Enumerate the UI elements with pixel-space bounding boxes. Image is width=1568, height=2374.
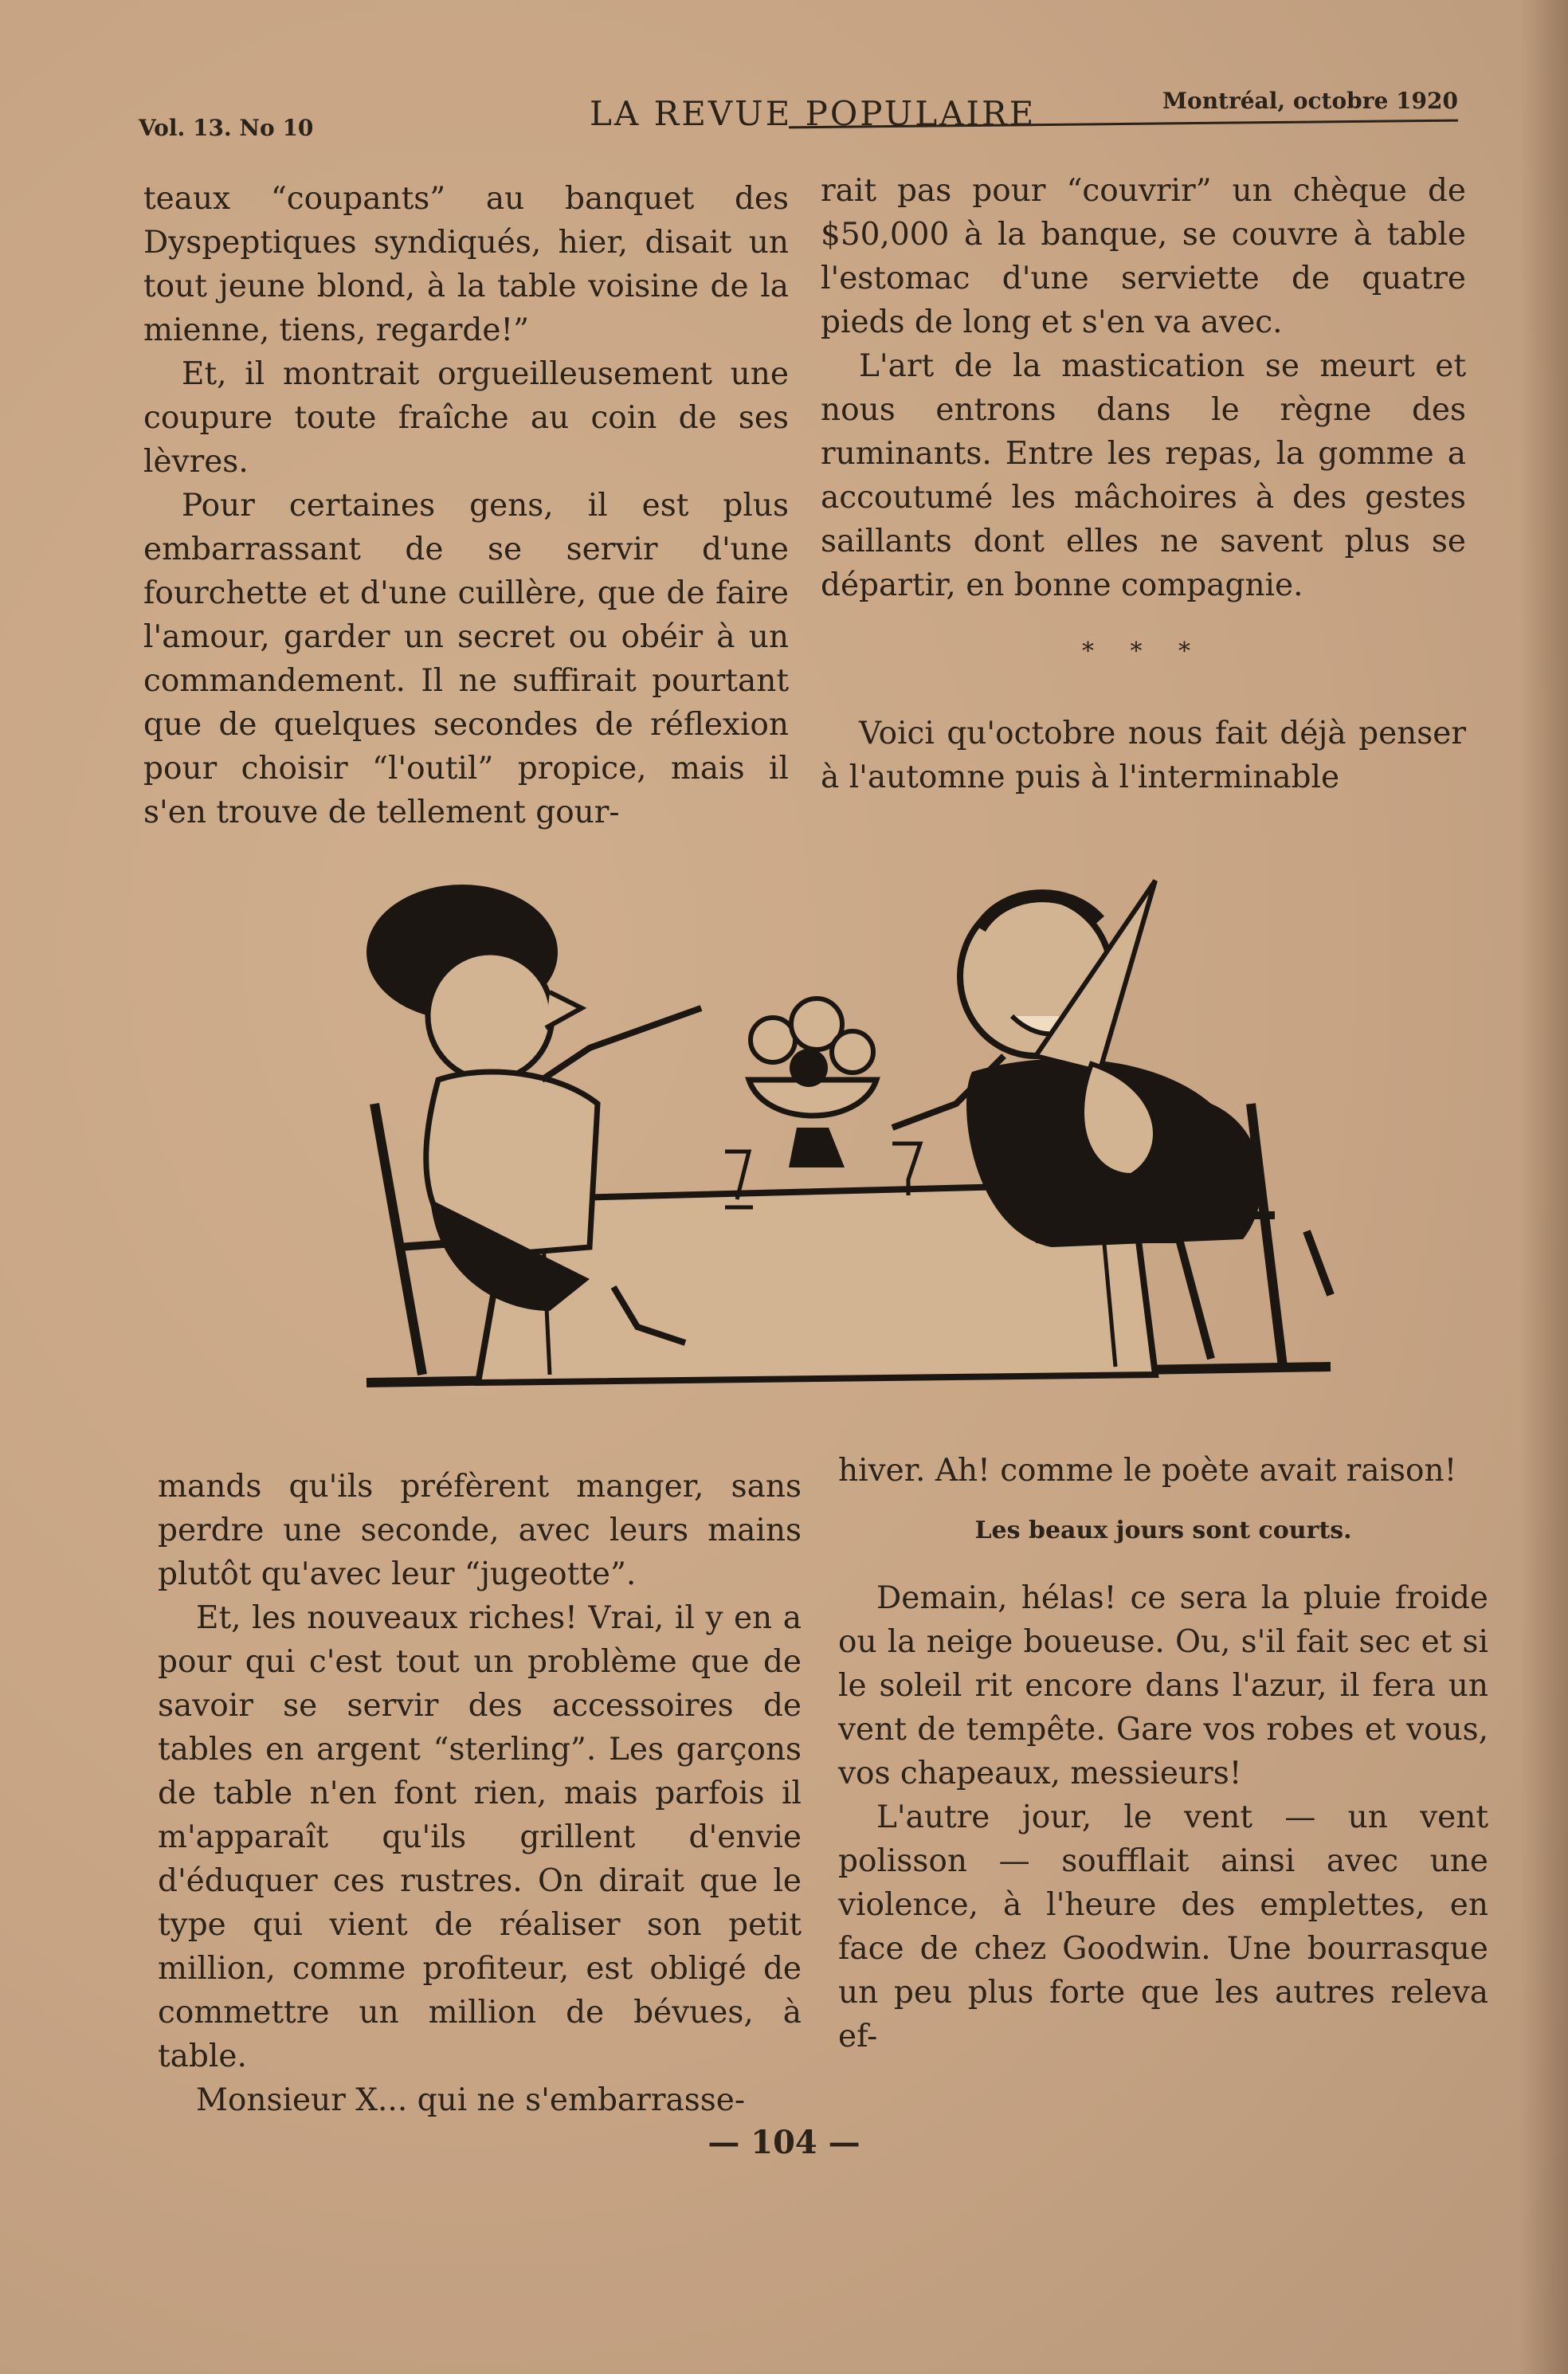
paragraph: Demain, hélas! ce sera la pluie froide ou la neige boueuse. Ou, s'il fait sec et si le soleil rit encore dans l'azur, il fera un vent de tempête. Gare vos robes et vous, vos chapeaux, messieurs!: [838, 1580, 1488, 1791]
paragraph: Et, il montrait orgueilleusement une coupure toute fraîche au coin de ses lèvres.: [143, 356, 789, 480]
paragraph: rait pas pour “couvrir” un chèque de $50,000 à la banque, se couvre à table l'estomac d'une serviette de quatre pieds de long et s'en va avec.: [821, 173, 1466, 340]
page-edge-shadow: [1520, 0, 1568, 2374]
column-left-top: [143, 177, 789, 834]
paragraph: teaux “coupants” au banquet des Dyspeptiques syndiqués, hier, disait un tout jeune blond, à la table voisine de la mienne, tiens, regarde!”: [143, 181, 789, 348]
paragraph: Pour certaines gens, il est plus embarrassant de se servir d'une fourchette et d'une cuillère, que de faire l'amour, garder un secret ou obéir à un commandement. Il ne suffirait pourtant que de quelques secondes de réflexion pour choisir “l'outil” propice, mais il s'en trouve de tellement gour-: [143, 488, 789, 830]
running-header: [135, 88, 1458, 151]
paragraph: L'autre jour, le vent — un vent polisson — soufflait ainsi avec une violence, à l'heure des emplettes, en face de chez Goodwin. Une bourrasque un peu plus forte que les autres releva ef-: [838, 1799, 1488, 2054]
paragraph: hiver. Ah! comme le poète avait raison!: [838, 1453, 1457, 1489]
section-separator: * * *: [1081, 638, 1205, 665]
dining-cartoon-illustration: [351, 865, 1339, 1399]
column-left-bottom: [158, 1465, 802, 2122]
paragraph: mands qu'ils préfèrent manger, sans perdre une seconde, avec leurs mains plutôt qu'avec leur “jugeotte”.: [158, 1469, 802, 1592]
place-date: Montréal, octobre 1920: [1162, 88, 1458, 114]
column-right-top: [821, 169, 1466, 799]
quoted-line: Les beaux jours sont courts.: [974, 1517, 1352, 1544]
paragraph: L'art de la mastication se meurt et nous entrons dans le règne des ruminants. Entre les repas, la gomme a accoutumé les mâchoires à des gestes saillants dont elles ne savent plus se départir, en bonne compagnie.: [821, 348, 1466, 603]
column-right-bottom: [838, 1449, 1488, 2058]
paragraph: Voici qu'octobre nous fait déjà penser à l'automne puis à l'interminable: [821, 716, 1466, 795]
volume-number: Vol. 13. No 10: [139, 115, 314, 141]
publication-title: LA REVUE POPULAIRE: [590, 94, 1037, 133]
page-number: — 104 —: [708, 2124, 860, 2161]
paragraph: Monsieur X... qui ne s'embarrasse-: [196, 2082, 745, 2118]
paragraph: Et, les nouveaux riches! Vrai, il y en a pour qui c'est tout un problème que de savoir se servir des accessoires de tables en argent “sterling”. Les garçons de table n'en font rien, mais parfois il m'apparaît qu'ils grillent d'envie d'éduquer ces rustres. On dirait que le type qui vient de réaliser son petit million, comme profiteur, est obligé de commettre un million de bévues, à table.: [158, 1600, 802, 2074]
